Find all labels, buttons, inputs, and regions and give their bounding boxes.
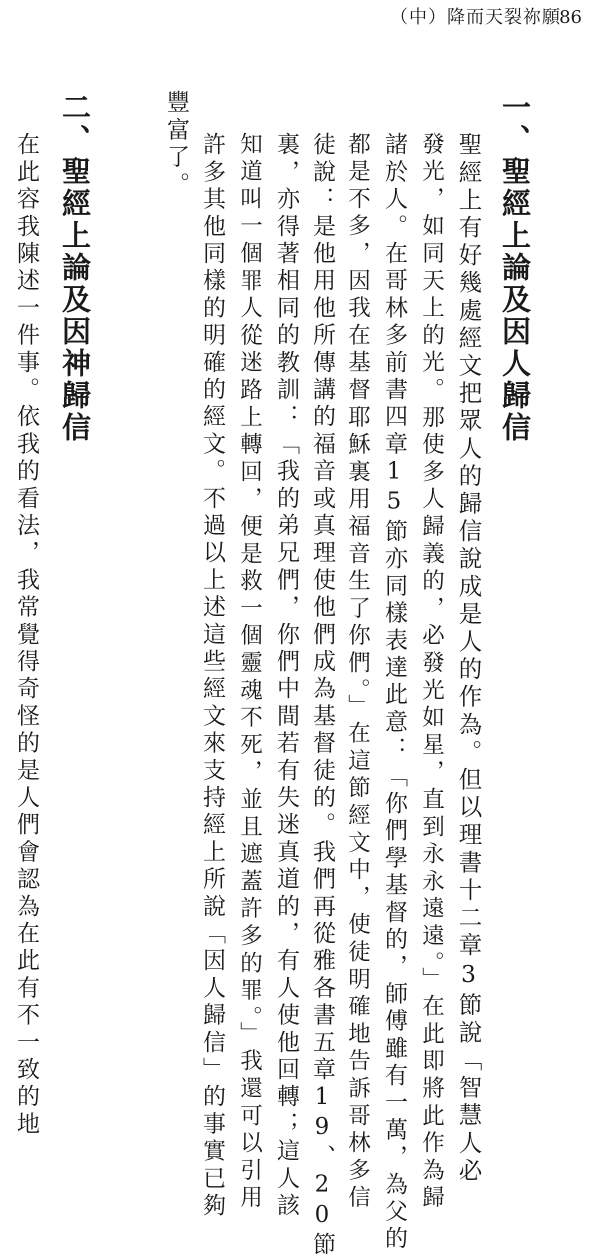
section-1-line-2: 發光，如同天上的光。那使多人歸義的，必發光如星，直到永永遠遠。」在此即將此作為歸 <box>418 132 445 1213</box>
running-header <box>390 6 590 30</box>
section-1-line-5: 徒說：是他用他所傳講的福音或真理使他們成為基督徒的。我們再從雅各書五章19、20節 <box>309 132 335 1259</box>
section-2-heading: 二、聖經上論及因神歸信 <box>58 92 92 444</box>
section-1-line-8: 許多其他同樣的明確的經文。不過以上述這些經文來支持經上所說「因人歸信」的事實已夠 <box>199 132 225 1220</box>
section-1-line-6: 裏，亦得著相同的教訓：「我的弟兄們，你們中間若有失迷真道的，有人使他回轉；這人該 <box>273 132 299 1220</box>
section-1-line-1: 聖經上有好幾處經文把眾人的歸信說成是人的作為。但以理書十二章3節說「智慧人必 <box>454 132 483 1186</box>
chapter-title: （中）降而天裂祢願 <box>390 7 561 28</box>
section-2-line-1: 在此容我陳述一件事。依我的看法，我常覺得奇怪的是人們會認為在此有不一致的地 <box>13 132 39 1139</box>
section-1-line-3: 諸於人。在哥林多前書四章15節亦同樣表達此意：「你們學基督的，師傅雖有一萬，為父的 <box>381 132 407 1254</box>
section-1-line-9: 豐富了。 <box>163 90 189 199</box>
page-number: 86 <box>559 7 582 28</box>
section-1-heading: 一、聖經上論及因人歸信 <box>498 92 532 444</box>
section-1-line-7: 知道叫一個罪人從迷路上轉回，便是救一個靈魂不死，並且遮蓋許多的罪。」我還可以引用 <box>236 132 263 1213</box>
section-1-line-4: 都是不多，因我在基督耶穌裏用福音生了你們。」在這節經文中，使徒明確地告訴哥林多信 <box>344 132 371 1213</box>
